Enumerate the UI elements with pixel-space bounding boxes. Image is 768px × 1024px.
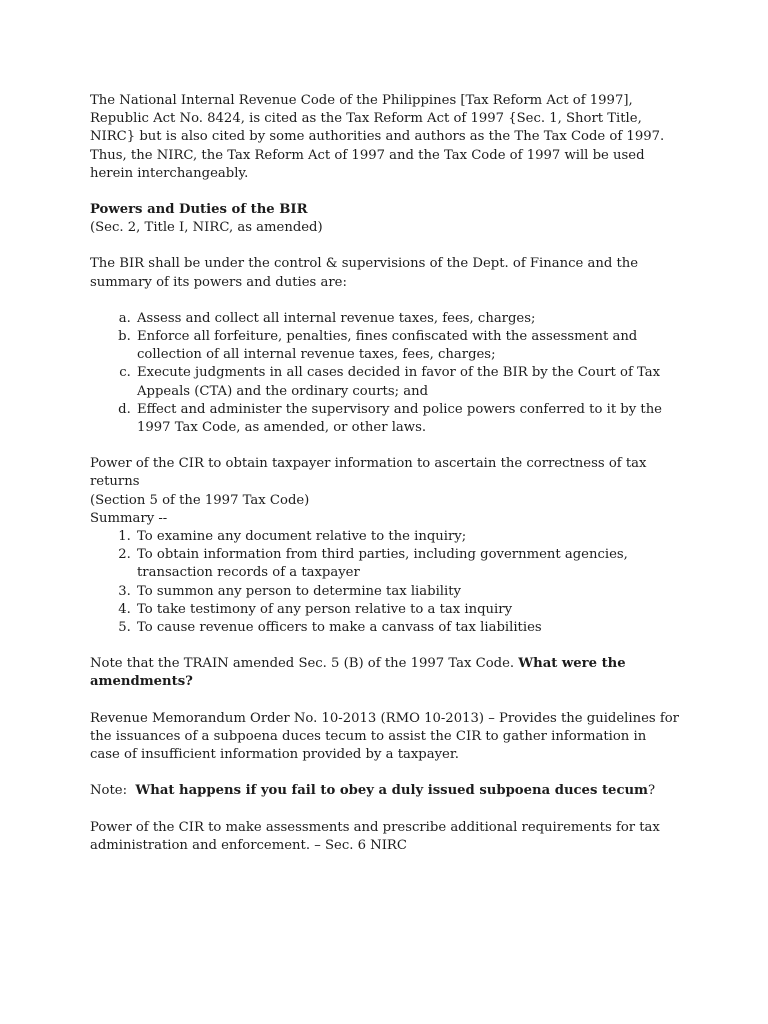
- list-item: 4. To take testimony of any person relative to a tax inquiry: [135, 601, 680, 619]
- spacer: [90, 437, 680, 455]
- assessments-paragraph: Power of the CIR to make assessments and prescribe additional requirements for tax administration and enforcement. – Sec. 6 NIRC: [90, 819, 660, 853]
- spacer: [90, 764, 680, 782]
- cir-info-summary-label: Summary --: [90, 510, 168, 526]
- spacer: [90, 237, 680, 255]
- powers-citation: (Sec. 2, Title I, NIRC, as amended): [90, 220, 323, 236]
- list-item: d. Effect and administer the supervisory and police powers conferred to it by the 1997 Tax Code, as amended, or other laws.: [135, 401, 680, 437]
- intro-paragraph: The National Internal Revenue Code of the Philippines [Tax Reform Act of 1997], Republic Act No. 8424, is cited as the Tax Reform Act of 1997 {Sec. 1, Short Title, NIRC} but is also cited by some authorities and authors as the The Tax Code of 1997. Thus, the NIRC, the Tax Reform Act of 1997 and the Tax Code of 1997 will be used herein interchangeably.: [90, 93, 665, 181]
- spacer: [90, 637, 680, 655]
- list-item: c. Execute judgments in all cases decided in favor of the BIR by the Court of Tax Appeals (CTA) and the ordinary courts; and: [135, 364, 680, 400]
- list-item: b. Enforce all forfeiture, penalties, fines confiscated with the assessment and collection of all internal revenue taxes, fees, charges;: [135, 328, 680, 364]
- train-note: [90, 655, 680, 691]
- cir-info-citation: (Section 5 of the 1997 Tax Code): [90, 492, 310, 508]
- list-item: 3. To summon any person to determine tax liability: [135, 583, 680, 601]
- spacer: [90, 183, 680, 201]
- list-item: 2. To obtain information from third parties, including government agencies, transaction records of a taxpayer: [135, 546, 680, 582]
- powers-heading: Powers and Duties of the BIR: [90, 202, 308, 218]
- powers-intro: The BIR shall be under the control & supervisions of the Dept. of Finance and the summary of its powers and duties are:: [90, 256, 639, 290]
- spacer: [90, 692, 680, 710]
- list-item: 1. To examine any document relative to the inquiry;: [135, 528, 680, 546]
- subpoena-note: [90, 782, 680, 800]
- rmo-paragraph: Revenue Memorandum Order No. 10-2013 (RMO 10-2013) – Provides the guidelines for the issuances of a subpoena duces tecum to assist the CIR to gather information in case of insufficient information provided by a taxpayer.: [90, 710, 679, 763]
- list-item: 5. To cause revenue officers to make a canvass of tax liabilities: [135, 619, 680, 637]
- train-note-question: What were the amendments?: [90, 656, 626, 690]
- spacer: [90, 801, 680, 819]
- cir-info-heading: Power of the CIR to obtain taxpayer information to ascertain the correctness of tax returns: [90, 456, 647, 490]
- subpoena-note-question: What happens if you fail to obey a duly issued subpoena duces tecum: [135, 783, 649, 799]
- spacer: [90, 292, 680, 310]
- list-item: a. Assess and collect all internal revenue taxes, fees, charges;: [135, 310, 680, 328]
- subpoena-note-tail: ?: [648, 783, 656, 799]
- train-note-text: Note that the TRAIN amended Sec. 5 (B) of the 1997 Tax Code.: [90, 656, 519, 672]
- subpoena-note-label: Note:: [90, 783, 136, 799]
- cir-info-list: [90, 528, 680, 637]
- powers-list: [90, 310, 680, 437]
